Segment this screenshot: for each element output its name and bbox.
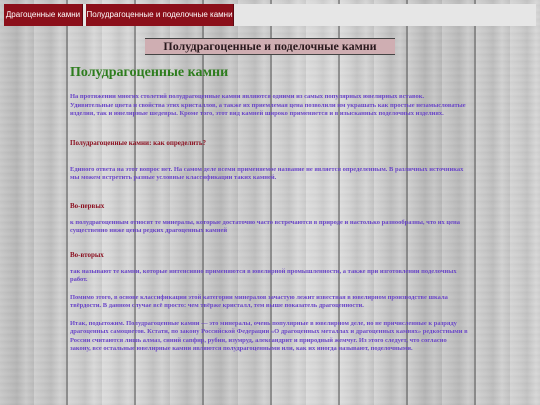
- tab-precious-stones[interactable]: Драгоценные камни: [4, 4, 83, 26]
- article: [70, 64, 468, 354]
- nav-bar: [4, 4, 536, 26]
- first-heading: Во-первых: [70, 201, 105, 210]
- page-title: Полудрагоценные и поделочные камни: [145, 38, 395, 55]
- question-heading: Полудрагоценные камни: как определить?: [70, 138, 207, 147]
- second-heading: Во-вторых: [70, 250, 104, 259]
- question-answer-paragraph: Единого ответа на этот вопрос нет. На самом деле всеми применяемое название не является определенным. В различных источниках мы можем встретить разные условные классификации таких камней.: [70, 165, 464, 181]
- second-paragraph: так называют те камни, которые интенсивно применяются в ювелирной промышленности, а также при изготовлении поделочных работ.: [70, 267, 457, 283]
- classification-paragraph: Помимо этого, в основе классификации этой категории минералов зачастую лежит известная в ювелирном производстве шкала твёрдости. В данном случае всё просто: чем твёрже кристалл, тем выше показатель драгоценности.: [70, 293, 448, 309]
- summary-paragraph: Итак, подытожим. Полудрагоценные камни — это минералы, очень популярные в ювелирном деле, но не причисленные к разряду драгоценных самоцветов. Кстати, по закону Российской Федерации «О драгоценных металлах и драгоценных камнях» редкостными в России считаются лишь алмаз, синий сапфир, рубин, изумруд, александрит и природный жемчуг. Из этого следует, что согласно закону, все остальные ювелирные камни являются полудрагоценными или, как их иногда называют, поделочными.: [70, 319, 468, 352]
- tab-semiprecious-stones[interactable]: Полудрагоценные и поделочные камни: [86, 4, 234, 26]
- first-paragraph: к полудрагоценным относят те минералы, которые достаточно часто встречаются в природе и настолько разнообразны, что их цена существенно ниже цены редких драгоценных камней: [70, 218, 461, 234]
- intro-paragraph: На протяжении многих столетий полудрагоценные камни являются одними из самых популярных ювелирных вставок. Удивительные цвета и свойства этих кристаллов, а также их приемлемая цена позволили им украшать как простые незамысловатые изделия, так и ювелирные шедевры. Кроме того, этот вид камней широко применяется и в изысканных поделочных изделиях.: [70, 93, 466, 117]
- article-heading: Полудрагоценные камни: [70, 65, 229, 80]
